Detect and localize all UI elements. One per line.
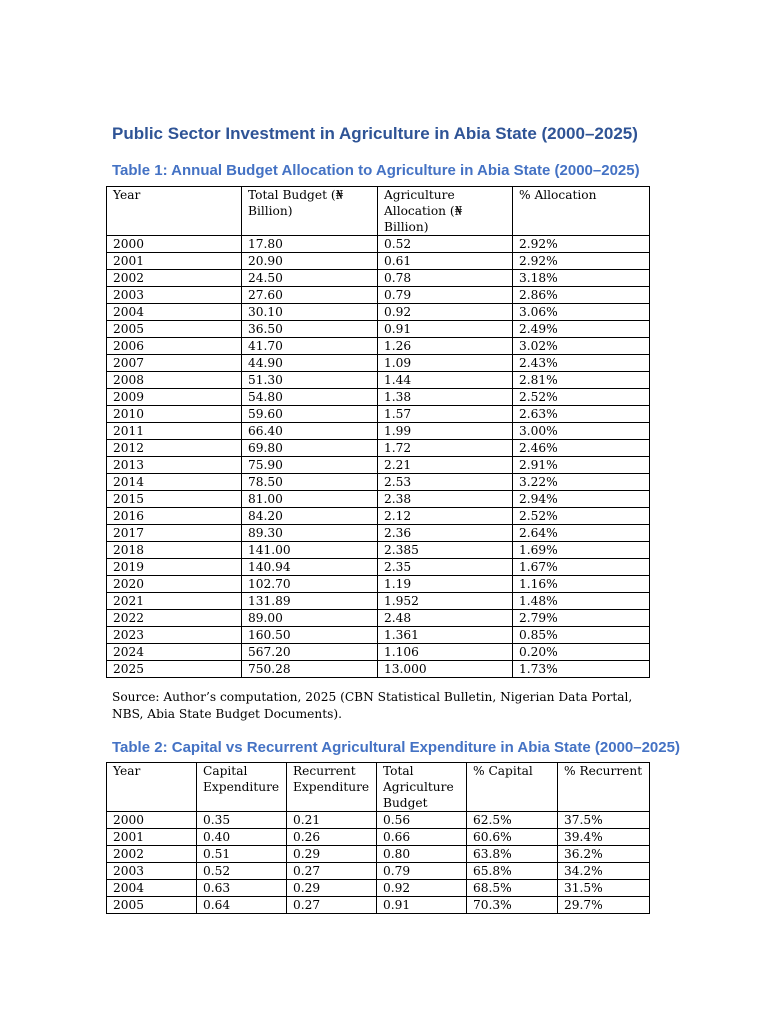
table-cell: 2.63% <box>513 406 650 423</box>
table-row <box>107 253 650 270</box>
table-cell: 31.5% <box>558 880 650 897</box>
table-row <box>107 829 650 846</box>
table-cell: 0.66 <box>377 829 467 846</box>
table-cell: 2.81% <box>513 372 650 389</box>
table-cell: 2.92% <box>513 236 650 253</box>
table-cell: 1.26 <box>378 338 513 355</box>
table-cell: 0.20% <box>513 644 650 661</box>
table-cell: 2.385 <box>378 542 513 559</box>
table-cell: 2.48 <box>378 610 513 627</box>
table-cell: 0.52 <box>197 863 287 880</box>
table1-header-row <box>107 187 650 236</box>
table-cell: 2.52% <box>513 508 650 525</box>
table-cell: 2.38 <box>378 491 513 508</box>
table-cell: 60.6% <box>467 829 558 846</box>
table-cell: 2.94% <box>513 491 650 508</box>
table-cell: 66.40 <box>242 423 378 440</box>
table-cell: 2022 <box>107 610 242 627</box>
table-cell: 3.06% <box>513 304 650 321</box>
table-cell: 3.22% <box>513 474 650 491</box>
table-row <box>107 525 650 542</box>
table-cell: 2003 <box>107 287 242 304</box>
table-cell: 2007 <box>107 355 242 372</box>
table-cell: 1.69% <box>513 542 650 559</box>
table2-header-cell: Total Agriculture Budget <box>377 763 467 812</box>
table-row <box>107 304 650 321</box>
table-cell: 0.63 <box>197 880 287 897</box>
table2-capital-recurrent <box>106 762 650 914</box>
table-cell: 17.80 <box>242 236 378 253</box>
table-row <box>107 576 650 593</box>
table-cell: 2020 <box>107 576 242 593</box>
table-cell: 2005 <box>107 321 242 338</box>
table-cell: 1.48% <box>513 593 650 610</box>
table-row <box>107 287 650 304</box>
table-cell: 2.49% <box>513 321 650 338</box>
table-cell: 2010 <box>107 406 242 423</box>
table-cell: 141.00 <box>242 542 378 559</box>
table-cell: 34.2% <box>558 863 650 880</box>
table-cell: 0.51 <box>197 846 287 863</box>
table-row <box>107 644 650 661</box>
table-cell: 1.19 <box>378 576 513 593</box>
table-row <box>107 880 650 897</box>
table-cell: 1.73% <box>513 661 650 678</box>
table-cell: 2013 <box>107 457 242 474</box>
table-cell: 0.52 <box>378 236 513 253</box>
table-cell: 36.2% <box>558 846 650 863</box>
table2-caption: Table 2: Capital vs Recurrent Agricultural Expenditure in Abia State (2000–2025) <box>112 739 680 756</box>
table-row <box>107 355 650 372</box>
table-cell: 30.10 <box>242 304 378 321</box>
table-row <box>107 661 650 678</box>
table-cell: 0.26 <box>287 829 377 846</box>
table-cell: 567.20 <box>242 644 378 661</box>
table-cell: 0.91 <box>377 897 467 914</box>
table-cell: 1.106 <box>378 644 513 661</box>
table-cell: 0.61 <box>378 253 513 270</box>
table-cell: 1.952 <box>378 593 513 610</box>
table-cell: 2001 <box>107 829 197 846</box>
table-cell: 0.80 <box>377 846 467 863</box>
table-cell: 2002 <box>107 270 242 287</box>
table-row <box>107 508 650 525</box>
table-row <box>107 474 650 491</box>
table-row <box>107 812 650 829</box>
table-cell: 44.90 <box>242 355 378 372</box>
table-cell: 2000 <box>107 812 197 829</box>
table-cell: 0.79 <box>377 863 467 880</box>
table-cell: 1.57 <box>378 406 513 423</box>
table-cell: 62.5% <box>467 812 558 829</box>
table-cell: 0.79 <box>378 287 513 304</box>
table-cell: 65.8% <box>467 863 558 880</box>
table-cell: 3.18% <box>513 270 650 287</box>
table-cell: 131.89 <box>242 593 378 610</box>
table-cell: 0.27 <box>287 863 377 880</box>
table-cell: 2.91% <box>513 457 650 474</box>
table-cell: 63.8% <box>467 846 558 863</box>
table-cell: 2011 <box>107 423 242 440</box>
table2-header-cell: % Recurrent <box>558 763 650 812</box>
table-cell: 750.28 <box>242 661 378 678</box>
table1-annual-budget <box>106 186 650 678</box>
table2-header-row <box>107 763 650 812</box>
table-cell: 2.92% <box>513 253 650 270</box>
table-cell: 2015 <box>107 491 242 508</box>
table-cell: 2006 <box>107 338 242 355</box>
table-cell: 2023 <box>107 627 242 644</box>
table-cell: 2.43% <box>513 355 650 372</box>
table-cell: 2.64% <box>513 525 650 542</box>
table-cell: 0.56 <box>377 812 467 829</box>
table-cell: 59.60 <box>242 406 378 423</box>
table-cell: 2.86% <box>513 287 650 304</box>
table-cell: 2002 <box>107 846 197 863</box>
table1-header-cell: % Allocation <box>513 187 650 236</box>
table-cell: 1.99 <box>378 423 513 440</box>
table-cell: 68.5% <box>467 880 558 897</box>
table-row <box>107 593 650 610</box>
table-cell: 36.50 <box>242 321 378 338</box>
table-row <box>107 440 650 457</box>
table-cell: 2.53 <box>378 474 513 491</box>
table-cell: 51.30 <box>242 372 378 389</box>
table-cell: 2.12 <box>378 508 513 525</box>
table2-header-cell: Year <box>107 763 197 812</box>
table-cell: 0.40 <box>197 829 287 846</box>
table-cell: 1.44 <box>378 372 513 389</box>
table-row <box>107 897 650 914</box>
table-row <box>107 491 650 508</box>
table-cell: 3.00% <box>513 423 650 440</box>
table-cell: 2025 <box>107 661 242 678</box>
table-cell: 2004 <box>107 304 242 321</box>
table-cell: 37.5% <box>558 812 650 829</box>
table-cell: 54.80 <box>242 389 378 406</box>
table-cell: 0.27 <box>287 897 377 914</box>
table-cell: 2019 <box>107 559 242 576</box>
table-row <box>107 321 650 338</box>
table-cell: 2014 <box>107 474 242 491</box>
table-cell: 2018 <box>107 542 242 559</box>
table-cell: 0.21 <box>287 812 377 829</box>
table-cell: 29.7% <box>558 897 650 914</box>
table-cell: 0.91 <box>378 321 513 338</box>
table1-header-cell: Total Budget (₦ Billion) <box>242 187 378 236</box>
table-cell: 1.09 <box>378 355 513 372</box>
table1-header-cell: Agriculture Allocation (₦ Billion) <box>378 187 513 236</box>
table-cell: 0.29 <box>287 880 377 897</box>
table-cell: 2.35 <box>378 559 513 576</box>
table-cell: 41.70 <box>242 338 378 355</box>
table1-header-cell: Year <box>107 187 242 236</box>
table-cell: 69.80 <box>242 440 378 457</box>
table-cell: 2.79% <box>513 610 650 627</box>
table-row <box>107 372 650 389</box>
table-cell: 0.64 <box>197 897 287 914</box>
table2-header-cell: Recurrent Expenditure <box>287 763 377 812</box>
table-cell: 39.4% <box>558 829 650 846</box>
table-cell: 0.35 <box>197 812 287 829</box>
table-cell: 1.38 <box>378 389 513 406</box>
table2-header-cell: Capital Expenditure <box>197 763 287 812</box>
table-cell: 160.50 <box>242 627 378 644</box>
table-cell: 24.50 <box>242 270 378 287</box>
table-cell: 140.94 <box>242 559 378 576</box>
table-cell: 2001 <box>107 253 242 270</box>
table-cell: 75.90 <box>242 457 378 474</box>
document-title: Public Sector Investment in Agriculture in Abia State (2000–2025) <box>112 124 638 143</box>
table-cell: 0.92 <box>378 304 513 321</box>
table-cell: 2008 <box>107 372 242 389</box>
table-cell: 2000 <box>107 236 242 253</box>
table-cell: 2016 <box>107 508 242 525</box>
table-cell: 2009 <box>107 389 242 406</box>
table1-caption: Table 1: Annual Budget Allocation to Agriculture in Abia State (2000–2025) <box>112 162 640 179</box>
table-row <box>107 236 650 253</box>
table-row <box>107 846 650 863</box>
table-cell: 2.21 <box>378 457 513 474</box>
table-cell: 89.30 <box>242 525 378 542</box>
table-cell: 2005 <box>107 897 197 914</box>
table-cell: 2021 <box>107 593 242 610</box>
table-cell: 1.72 <box>378 440 513 457</box>
table-row <box>107 863 650 880</box>
table-row <box>107 610 650 627</box>
table-cell: 0.29 <box>287 846 377 863</box>
table-cell: 102.70 <box>242 576 378 593</box>
table-cell: 84.20 <box>242 508 378 525</box>
table-row <box>107 389 650 406</box>
table-row <box>107 338 650 355</box>
table-row <box>107 457 650 474</box>
table-cell: 0.78 <box>378 270 513 287</box>
table-cell: 0.92 <box>377 880 467 897</box>
table-cell: 2003 <box>107 863 197 880</box>
table-cell: 2017 <box>107 525 242 542</box>
table-cell: 20.90 <box>242 253 378 270</box>
table-cell: 2.46% <box>513 440 650 457</box>
table-cell: 13.000 <box>378 661 513 678</box>
table-cell: 1.361 <box>378 627 513 644</box>
table-row <box>107 423 650 440</box>
table-cell: 2.52% <box>513 389 650 406</box>
table-cell: 0.85% <box>513 627 650 644</box>
table2-header-cell: % Capital <box>467 763 558 812</box>
table-row <box>107 270 650 287</box>
table-cell: 1.16% <box>513 576 650 593</box>
source-note: Source: Author’s computation, 2025 (CBN Statistical Bulletin, Nigerian Data Portal, NBS, Abia State Budget Documents). <box>112 690 633 721</box>
table-cell: 89.00 <box>242 610 378 627</box>
table-cell: 2012 <box>107 440 242 457</box>
table-row <box>107 559 650 576</box>
table-cell: 3.02% <box>513 338 650 355</box>
table-cell: 2024 <box>107 644 242 661</box>
table-cell: 70.3% <box>467 897 558 914</box>
table-cell: 27.60 <box>242 287 378 304</box>
table-row <box>107 406 650 423</box>
table-row <box>107 542 650 559</box>
table-row <box>107 627 650 644</box>
table-cell: 81.00 <box>242 491 378 508</box>
table-cell: 2004 <box>107 880 197 897</box>
table-cell: 2.36 <box>378 525 513 542</box>
table-cell: 78.50 <box>242 474 378 491</box>
table-cell: 1.67% <box>513 559 650 576</box>
